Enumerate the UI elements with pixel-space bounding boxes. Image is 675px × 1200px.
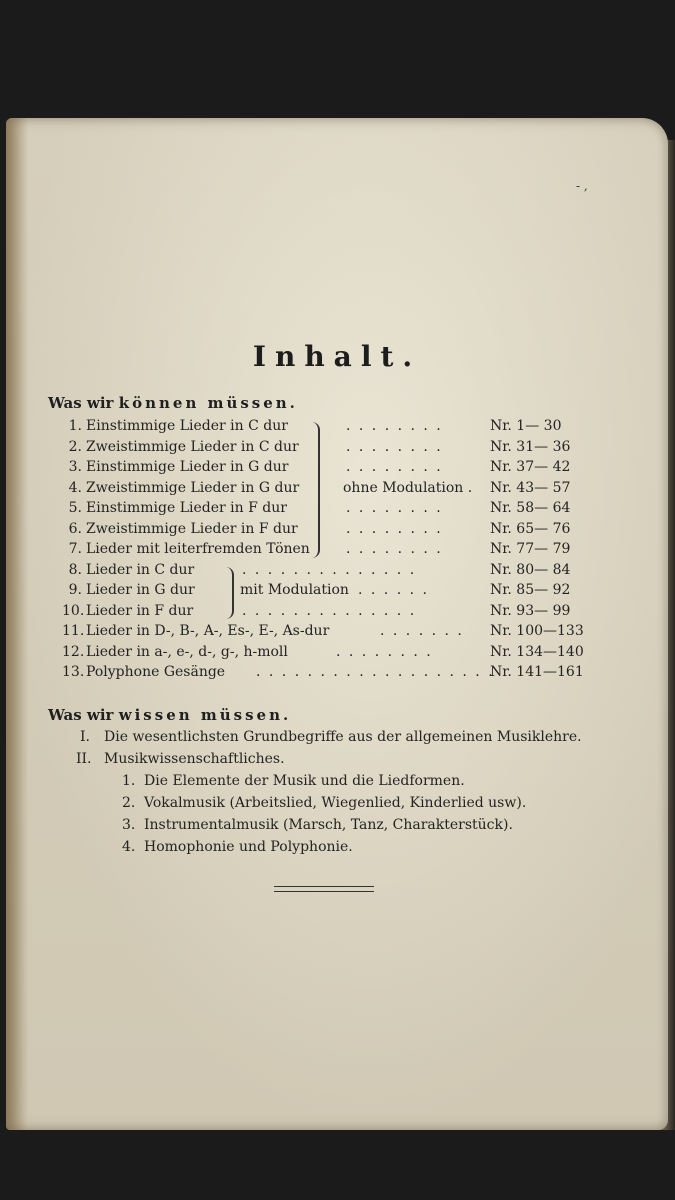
subitem-num: 3. (122, 817, 136, 833)
toc-row-number: 10. (62, 602, 85, 619)
toc-row (6, 418, 668, 438)
subitem-num: 1. (122, 773, 136, 789)
section2-item-title: Musikwissenschaftliches. (104, 751, 285, 767)
book-page (6, 118, 668, 1130)
toc-row-number: 11. (62, 623, 85, 639)
section2-item-title: Die wesentlichsten Grundbegriffe aus der allgemeinen Musiklehre. (104, 729, 582, 745)
toc-row-leader: . . . . . . . . (336, 643, 433, 660)
toc-row (6, 459, 668, 479)
toc-row-leader: . . . . . . . . (346, 459, 443, 475)
section1-heading-b: können müssen. (118, 394, 298, 412)
toc-row (6, 541, 668, 561)
toc-row-ref: Nr. 93— 99 (490, 602, 571, 619)
toc-row-number: 4. (68, 479, 82, 496)
toc-row-ref: Nr. 43— 57 (490, 479, 571, 496)
section2-heading-b: wissen müssen. (118, 706, 292, 724)
toc-row-title: Lieder in D-, B-, A-, Es-, E-, As-dur (86, 623, 330, 639)
toc-row-number: 7. (68, 541, 82, 557)
toc-row (6, 664, 668, 684)
toc-row-number: 5. (68, 500, 82, 516)
toc-row-title: Lieder in G dur (86, 582, 195, 598)
toc-row-title: Einstimmige Lieder in G dur (86, 459, 289, 475)
section2-heading (48, 706, 291, 724)
toc-row-ref: Nr. 85— 92 (490, 582, 571, 598)
toc-row-ref: Nr. 1— 30 (490, 418, 562, 434)
section2-heading-a: Was wir (48, 706, 114, 724)
toc-row-ref: Nr. 141—161 (490, 664, 584, 680)
toc-row (6, 521, 668, 541)
toc-row-number: 8. (68, 561, 82, 578)
toc-row-number: 3. (68, 459, 82, 475)
toc-row-leader: . . . . . . (358, 582, 429, 598)
toc-row-ref: Nr. 134—140 (490, 643, 584, 660)
toc-row (6, 500, 668, 520)
toc-row-ref: Nr. 77— 79 (490, 541, 571, 557)
toc-row-leader: . . . . . . . . (346, 541, 443, 557)
toc-row-leader: . . . . . . . . (346, 438, 443, 455)
toc-row-leader: . . . . . . . . . . . . . . (242, 561, 417, 578)
toc-row (6, 480, 668, 500)
subitem-num: 4. (122, 839, 136, 855)
group-label-mit-modulation: mit Modulation (240, 582, 349, 598)
section1-heading (48, 394, 298, 412)
toc-row-title: Zweistimmige Lieder in G dur (86, 479, 300, 496)
toc-row-number: 12. (62, 643, 85, 660)
toc-row-leader: . . . . . . . . (346, 500, 443, 516)
toc-row-ref: Nr. 65— 76 (490, 520, 571, 537)
toc-row-ref: Nr. 100—133 (490, 623, 584, 639)
toc-row (6, 623, 668, 643)
toc-row-number: 6. (68, 520, 82, 537)
toc-row-leader: . . . . . . . . . . . . . . . . . . . (256, 664, 495, 680)
toc-row-number: 9. (68, 582, 82, 598)
double-rule-bottom (274, 891, 374, 892)
toc-row (6, 562, 668, 582)
toc-row-ref: Nr. 58— 64 (490, 500, 571, 516)
toc-row-number: 2. (68, 438, 82, 455)
subitem-num: 2. (122, 795, 136, 811)
subitem-title: Die Elemente der Musik und die Liedformen. (144, 773, 465, 789)
header-mark: - , (576, 179, 588, 193)
section1-heading-a: Was wir (48, 394, 114, 412)
group-label-ohne-modulation: ohne Modulation . (343, 480, 473, 496)
toc-row (6, 439, 668, 459)
toc-row-title: Einstimmige Lieder in F dur (86, 500, 287, 516)
toc-row (6, 603, 668, 623)
toc-row-leader: . . . . . . . (380, 623, 464, 639)
page-title: Inhalt. (252, 340, 422, 373)
toc-row-ref: Nr. 80— 84 (490, 561, 571, 578)
toc-row-leader: . . . . . . . . (346, 418, 443, 434)
toc-row-title: Lieder in C dur (86, 561, 195, 578)
toc-row-leader: . . . . . . . . . . . . . . (242, 602, 417, 619)
toc-row-title: Lieder in a-, e-, d-, g-, h-moll (86, 643, 288, 660)
toc-row-number: 13. (62, 664, 85, 680)
subitem-title: Homophonie und Polyphonie. (144, 839, 353, 855)
toc-row (6, 644, 668, 664)
toc-row-title: Lieder in F dur (86, 602, 194, 619)
brace-group-1 (312, 422, 320, 558)
toc-row-leader: . . . . . . . . (346, 520, 443, 537)
toc-row-title: Zweistimmige Lieder in C dur (86, 438, 299, 455)
toc-row-number: 1. (68, 418, 82, 434)
toc-row-title: Polyphone Gesänge (86, 664, 226, 680)
toc-row-title: Zweistimmige Lieder in F dur (86, 520, 298, 537)
brace-group-2 (226, 567, 234, 619)
subitem-title: Instrumentalmusik (Marsch, Tanz, Charakterstück). (144, 817, 513, 833)
section2-item-num: I. (80, 729, 90, 745)
subitem-title: Vokalmusik (Arbeitslied, Wiegenlied, Kinderlied usw). (144, 795, 527, 811)
section2-item-num: II. (76, 751, 92, 767)
toc-row-title: Lieder mit leiterfremden Tönen (86, 541, 310, 557)
toc-row-ref: Nr. 37— 42 (490, 459, 571, 475)
double-rule-top (274, 886, 374, 887)
toc-row-title: Einstimmige Lieder in C dur (86, 418, 288, 434)
toc-row-ref: Nr. 31— 36 (490, 438, 571, 455)
